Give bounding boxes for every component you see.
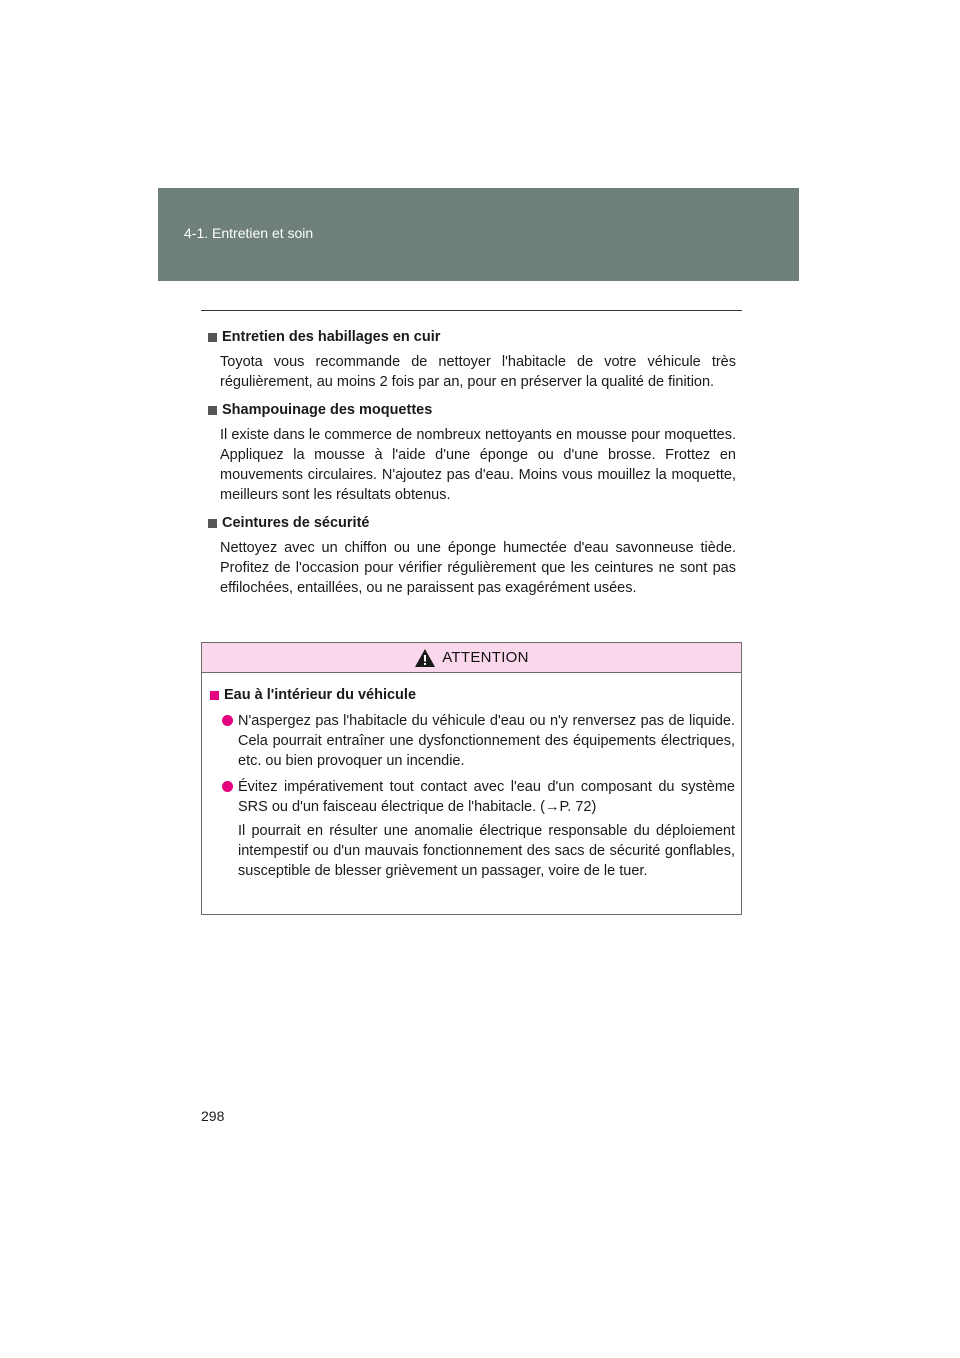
section-text: Il existe dans le commerce de nombreux nettoyants en mousse pour moquettes. Appliquez la mousse à l'aide d'une éponge ou d'une brosse. Frottez en mouvements circulaires. N'ajoutez pas d'eau. Moins vous mouillez la moquette, meilleurs sont les résultats obtenus. bbox=[220, 427, 736, 503]
chapter-header bbox=[158, 188, 799, 281]
attention-item-text: Évitez impérativement tout contact avec l'eau d'un composant du système SRS ou d'un faisceau électrique de l'habitacle. (→P. 72) bbox=[238, 779, 735, 815]
attention-note: Il pourrait en résulter une anomalie électrique responsable du déploiement intempestif ou d'un mauvais fonctionnement des sacs de sécurité gonflables, susceptible de blesser grièvement un passager, voire de le tuer. bbox=[238, 823, 735, 879]
attention-body bbox=[202, 673, 741, 881]
square-bullet-icon bbox=[208, 333, 217, 342]
attention-heading: Eau à l'intérieur du véhicule bbox=[224, 687, 417, 703]
attention-item bbox=[222, 777, 735, 817]
main-content bbox=[208, 327, 736, 606]
warning-icon bbox=[414, 648, 436, 668]
attention-header bbox=[202, 643, 741, 673]
section-heading: Ceintures de sécurité bbox=[222, 515, 370, 531]
section-text: Toyota vous recommande de nettoyer l'habitacle de votre véhicule très régulièrement, au moins 2 fois par an, pour en préserver la qualité de finition. bbox=[220, 354, 736, 390]
square-bullet-icon bbox=[208, 406, 217, 415]
divider bbox=[201, 310, 742, 311]
section-text: Nettoyez avec un chiffon ou une éponge humectée d'eau savonneuse tiède. Profitez de l'occasion pour vérifier régulièrement que les ceintures ne sont pas effilochées, entaillées, ou ne paraissent pas exagérément usées. bbox=[220, 540, 736, 596]
page-number: 298 bbox=[201, 1108, 225, 1124]
section-carpet bbox=[208, 400, 736, 505]
square-bullet-icon bbox=[210, 691, 219, 700]
attention-label: ATTENTION bbox=[442, 649, 529, 666]
square-bullet-icon bbox=[208, 519, 217, 528]
section-title: 4-1. Entretien et soin bbox=[184, 225, 314, 241]
attention-item-text: N'aspergez pas l'habitacle du véhicule d'eau ou n'y renversez pas de liquide. Cela pourrait entraîner une dysfonctionnement des équipements électriques, etc. ou bien provoquer un incendie. bbox=[238, 713, 735, 769]
dot-bullet-icon bbox=[222, 715, 233, 726]
attention-box bbox=[201, 642, 742, 915]
attention-item bbox=[222, 711, 735, 771]
section-leather bbox=[208, 327, 736, 392]
section-heading: Entretien des habillages en cuir bbox=[222, 329, 441, 345]
section-heading: Shampouinage des moquettes bbox=[222, 402, 433, 418]
section-seatbelts bbox=[208, 513, 736, 598]
dot-bullet-icon bbox=[222, 781, 233, 792]
